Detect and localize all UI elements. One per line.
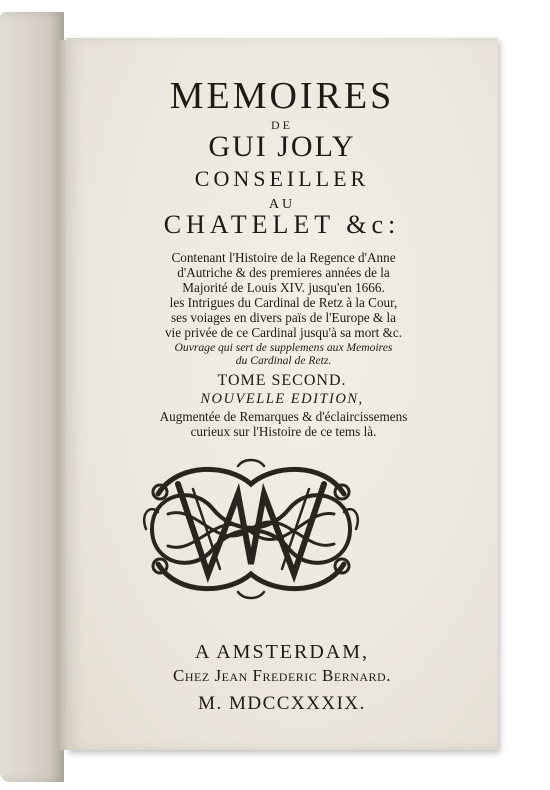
imprint-publisher: Chez Jean Frederic Bernard.: [173, 666, 391, 685]
imprint-city: A AMSTERDAM,: [194, 641, 370, 663]
contents-line: ses voiages en divers païs de l'Europe & la: [170, 310, 397, 325]
monogram-ornament-icon: [138, 454, 364, 604]
contents-line: d'Autriche & des premieres années de la: [177, 265, 390, 280]
author-office: CONSEILLER: [194, 166, 370, 191]
contents-description: [86, 250, 481, 340]
supplement-note: [86, 341, 481, 367]
author-name: GUI JOLY: [208, 130, 356, 163]
contents-line: Majorité de Louis XIV. jusqu'en 1666.: [182, 280, 385, 295]
volume-label: TOME SECOND.: [217, 372, 347, 389]
imprint-date: M. MDCCXXXIX.: [198, 693, 366, 714]
augment-description: [86, 409, 481, 439]
note-line: du Cardinal de Retz.: [235, 354, 332, 367]
contents-line: Contenant l'Histoire de la Regence d'Anne: [171, 250, 396, 265]
author-place: CHATELET &c:: [163, 210, 401, 239]
augment-line: curieux sur l'Histoire de ce tems là.: [190, 424, 377, 439]
edition-label: NOUVELLE EDITION,: [200, 391, 364, 407]
augment-line: Augmentée de Remarques & d'éclaircissemens: [159, 409, 408, 424]
book-title: MEMOIRES: [169, 75, 395, 117]
title-page: [66, 38, 498, 750]
title-au: AU: [268, 197, 296, 212]
book-spine: [0, 12, 64, 782]
title-de: DE: [271, 118, 293, 132]
contents-line: vie privée de ce Cardinal jusqu'à sa mort &c.: [164, 325, 403, 340]
contents-line: les Intrigues du Cardinal de Retz à la Cour,: [169, 295, 398, 310]
note-line: Ouvrage qui sert de supplemens aux Memoires: [174, 341, 393, 354]
